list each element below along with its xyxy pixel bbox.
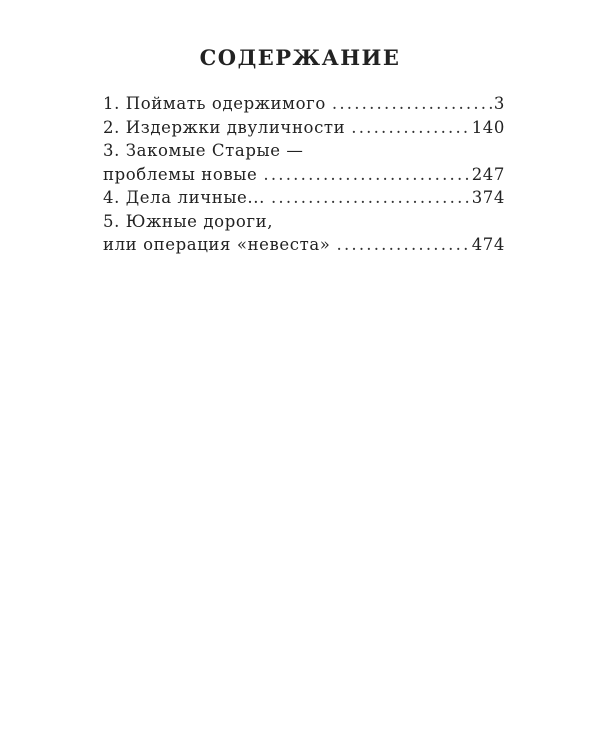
dot-leader xyxy=(263,163,469,187)
toc-entry-title: 4. Дела личные... xyxy=(103,188,265,207)
page-title: СОДЕРЖАНИЕ xyxy=(199,45,401,70)
dot-leader xyxy=(332,92,492,116)
toc-entry-2 xyxy=(103,116,505,140)
toc-page-number: 3 xyxy=(493,94,505,113)
dot-leader xyxy=(351,116,469,140)
toc-entry-title: 5. Южные дороги, xyxy=(103,211,274,231)
toc-entry-3-line-2 xyxy=(103,163,505,187)
toc-entry-5-line-1 xyxy=(103,210,505,234)
toc-entry-3-line-1 xyxy=(103,139,505,163)
toc-entry-5-line-2 xyxy=(103,233,505,257)
toc-page-number: 247 xyxy=(471,164,505,184)
dot-leader xyxy=(271,186,470,210)
toc-entry-title: 3. Закомые Старые — xyxy=(103,141,304,160)
toc-entry-title-continued: или операция «невеста» xyxy=(103,235,331,254)
toc-entry-title: 1. Поймать одержимого xyxy=(103,94,326,113)
toc-entry-title-continued: проблемы новые xyxy=(103,164,258,184)
dot-leader xyxy=(337,233,470,257)
toc-entry-1 xyxy=(103,92,505,116)
toc-page-number: 474 xyxy=(471,235,505,254)
toc-page-number: 374 xyxy=(471,188,505,207)
toc-entry-4 xyxy=(103,186,505,210)
toc-page-number: 140 xyxy=(471,117,505,137)
toc-entry-title: 2. Издержки двуличности xyxy=(103,117,346,137)
table-of-contents xyxy=(103,92,505,257)
